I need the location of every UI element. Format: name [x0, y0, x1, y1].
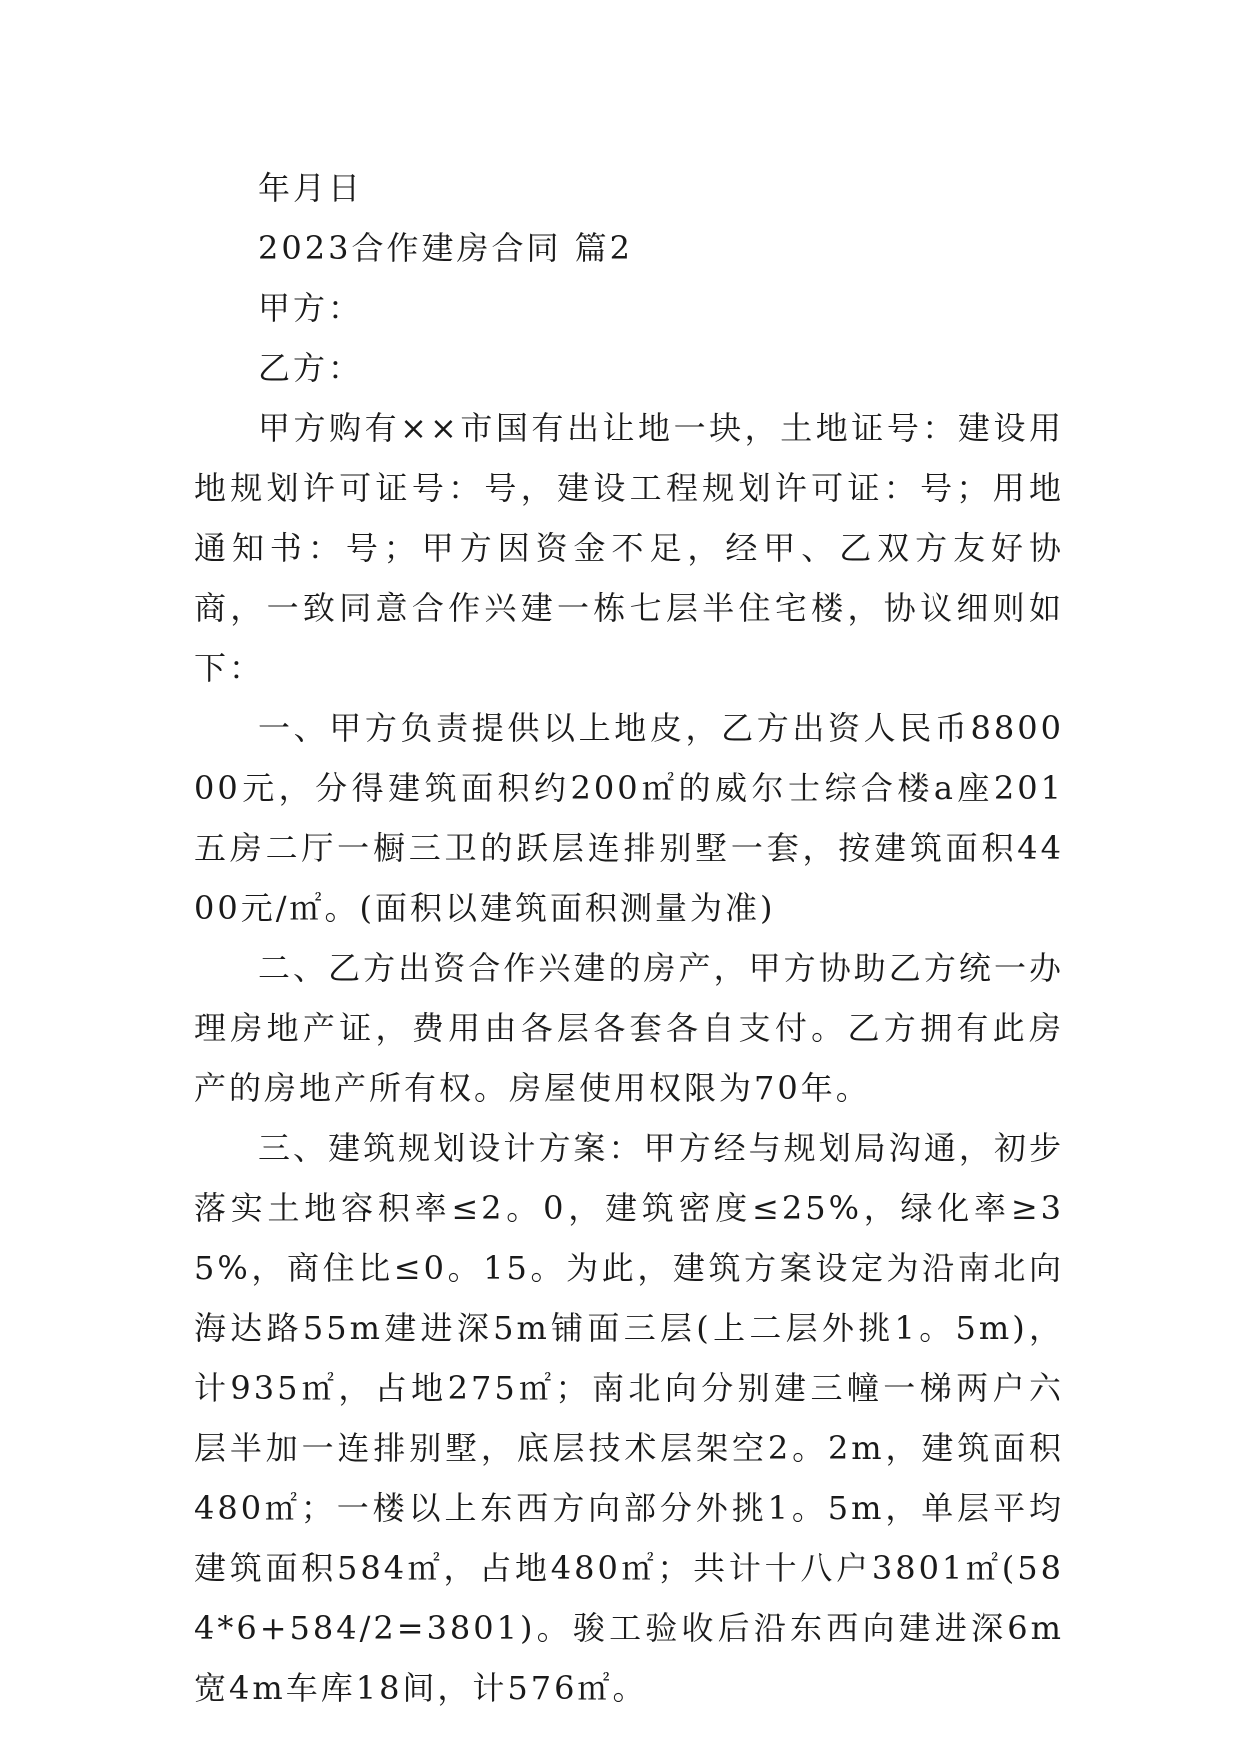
document-body [194, 158, 1064, 1718]
intro-paragraph: 甲方购有××市国有出让地一块，土地证号：建设用地规划许可证号：号，建设工程规划许可证：号；用地通知书：号；甲方因资金不足，经甲、乙双方友好协商，一致同意合作兴建一栋七层半住宅楼，协议细则如下： [194, 409, 1064, 687]
clause-3: 三、建筑规划设计方案：甲方经与规划局沟通，初步落实土地容积率≤2。0，建筑密度≤25%，绿化率≥35%，商住比≤0。15。为此，建筑方案设定为沿南北向海达路55m建进深5m铺面三层(上二层外挑1。5m)，计935㎡，占地275㎡；南北向分别建三幢一梯两户六层半加一连排别墅，底层技术层架空2。2m，建筑面积480㎡；一楼以上东西方向部分外挑1。5m，单层平均建筑面积584㎡，占地480㎡；共计十八户3801㎡(584*6+584/2=3801)。骏工验收后沿东西向建进深6m宽4m车库18间，计576㎡。 [194, 1129, 1064, 1707]
contract-title: 2023合作建房合同 篇2 [258, 229, 633, 267]
party-a-line: 甲方： [258, 289, 364, 327]
party-b-line: 乙方： [258, 349, 364, 387]
clause-1: 一、甲方负责提供以上地皮，乙方出资人民币880000元，分得建筑面积约200㎡的威尔士综合楼a座201五房二厅一橱三卫的跃层连排别墅一套，按建筑面积4400元/㎡。(面积以建筑面积测量为准) [194, 709, 1064, 927]
clause-2: 二、乙方出资合作兴建的房产，甲方协助乙方统一办理房地产证，费用由各层各套各自支付。乙方拥有此房产的房地产所有权。房屋使用权限为70年。 [194, 949, 1064, 1107]
date-line: 年月日 [258, 169, 364, 207]
